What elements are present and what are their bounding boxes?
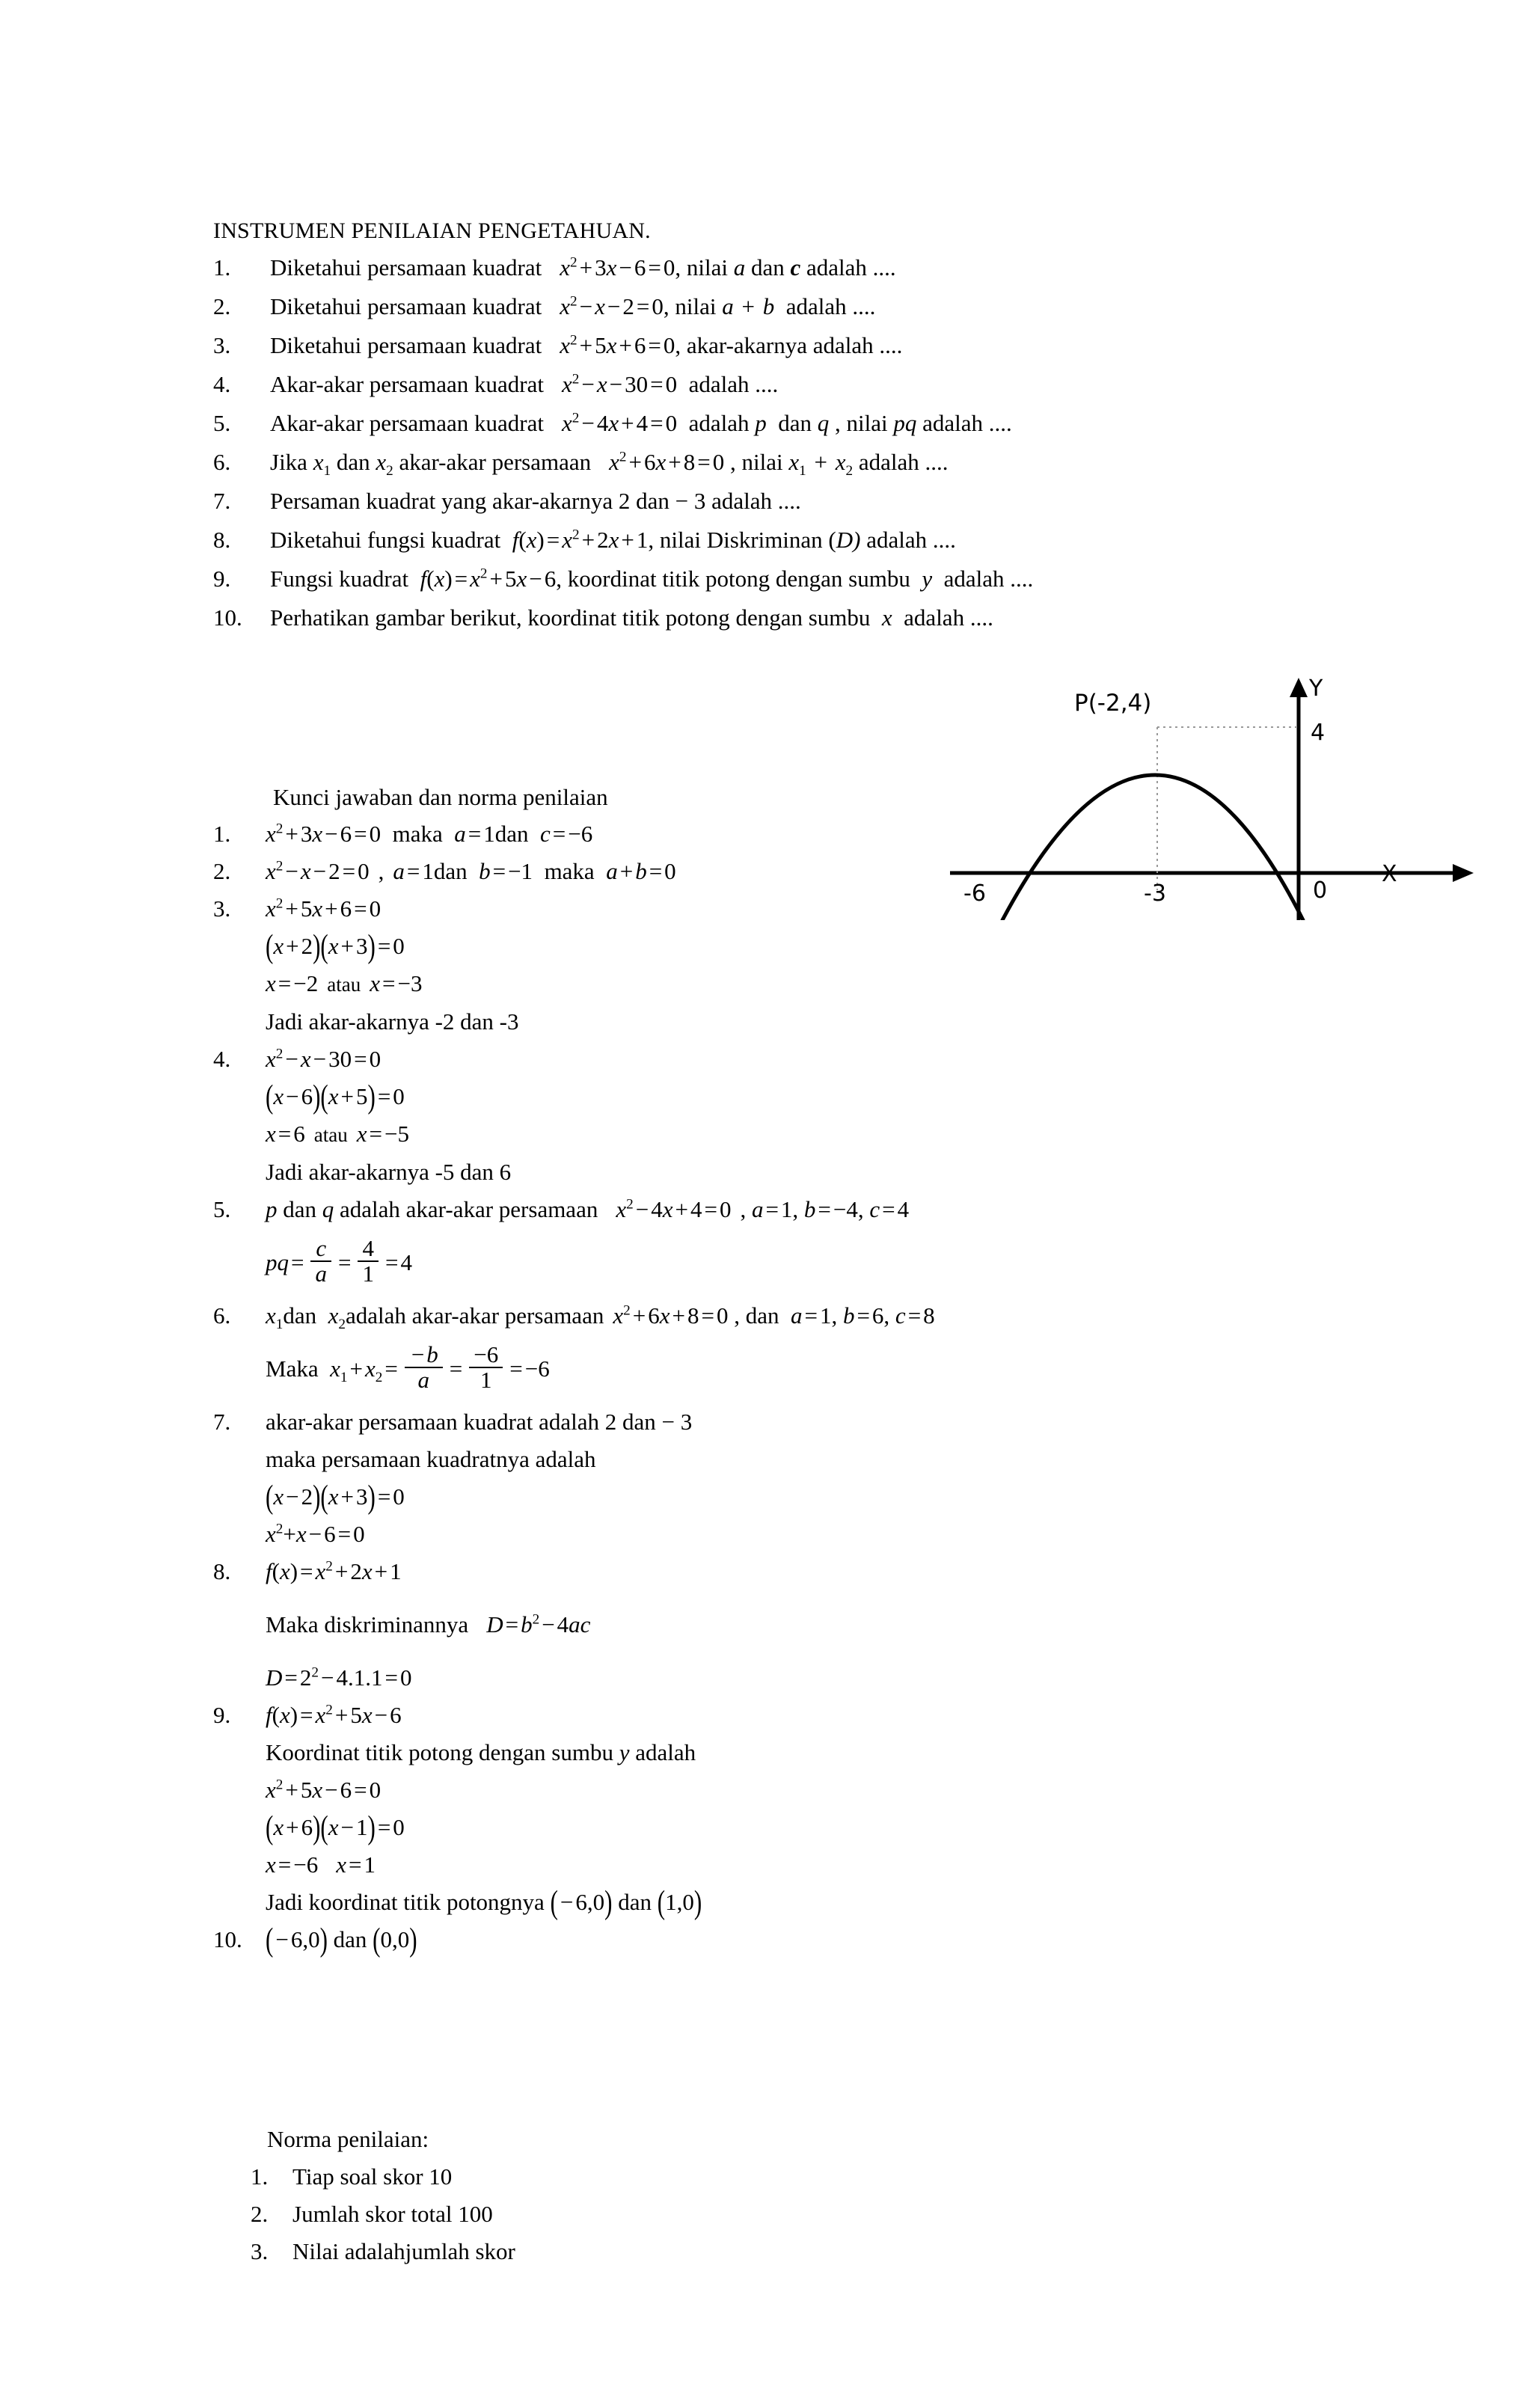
answer-line — [266, 928, 1410, 965]
grading-norms-section — [213, 2121, 886, 2270]
question-number: 8. — [213, 527, 231, 553]
norm-text: Jumlah skor total 100 — [292, 2201, 493, 2227]
fraction — [405, 1343, 443, 1391]
answer-body: (−6,0) dan (0,0) — [266, 1920, 417, 1958]
answer-body: x=−2 atau x=−3 — [266, 970, 423, 996]
question-item — [213, 248, 1380, 287]
answer-body: (x+2)(x+3)=0 — [266, 926, 405, 965]
answer-line — [266, 1478, 1410, 1516]
answer-item — [213, 815, 1410, 853]
x-tick-label-neg3: -3 — [1144, 880, 1166, 907]
fraction — [358, 1237, 379, 1285]
answer-body: $x^2-x-2=0$ , a=1dan b=−1 maka a+b=0 — [266, 858, 676, 884]
question-text: Persaman kuadrat yang akar-akarnya 2 dan − 3 adalah .... — [270, 488, 801, 514]
answer-line — [266, 1154, 1410, 1191]
answer-body: maka persamaan kuadratnya adalah — [266, 1446, 596, 1472]
question-text: Akar-akar persamaan kuadrat $x^2-x-30=0$ adalah .... — [270, 371, 779, 397]
question-number: 10. — [213, 604, 242, 631]
norm-text: Tiap soal skor 10 — [292, 2163, 453, 2190]
answer-body: $x^2+3x-6=0$ maka a=1dan c=−6 — [266, 821, 593, 847]
answer-item — [213, 890, 1410, 928]
answer-number: 4. — [213, 1046, 231, 1072]
page-title: INSTRUMEN PENILAIAN PENGETAHUAN. — [213, 218, 651, 243]
fraction-denominator: a — [310, 1260, 331, 1286]
grading-norm-item — [251, 2196, 886, 2233]
answer-item — [213, 1553, 1410, 1590]
answer-line — [266, 1115, 1410, 1154]
question-text: Fungsi kuadrat $f(x)=x^2+5x-6$, koordinat titik potong dengan sumbu y adalah .... — [270, 566, 1034, 592]
question-number: 2. — [213, 293, 231, 319]
answer-line — [266, 1771, 1410, 1809]
answer-body: Jadi koordinat titik potongnya (−6,0) dan (1,0) — [266, 1882, 702, 1921]
question-item — [213, 521, 1380, 560]
question-item — [213, 560, 1380, 598]
norm-number: 3. — [251, 2238, 269, 2264]
answer-number: 3. — [213, 895, 231, 922]
fraction-numerator: −6 — [474, 1341, 499, 1368]
question-item — [213, 365, 1380, 404]
norm-number: 1. — [251, 2163, 269, 2190]
answer-number: 6. — [213, 1302, 231, 1329]
answer-line — [266, 1846, 1410, 1884]
answer-line — [266, 1659, 1410, 1697]
answer-line — [266, 1003, 1410, 1041]
answer-body: Jadi akar-akarnya -5 dan 6 — [266, 1159, 512, 1185]
grading-norms-heading: Norma penilaian: — [267, 2126, 429, 2152]
answer-body: $x^2+5x-6=0$ — [266, 1777, 382, 1803]
question-text: Diketahui persamaan kuadrat $x^2+5x+6=0$, akar-akarnya adalah .... — [270, 332, 903, 358]
answer-number: 1. — [213, 821, 231, 847]
y-tick-label-4: 4 — [1311, 720, 1326, 746]
answer-line — [266, 965, 1410, 1003]
question-text: Jika $x_1$ dan $x_2$ akar-akar persamaan $x^2+6x+8=0$ , nilai $x_1 + x_2$ adalah .... — [270, 449, 949, 480]
fraction-numerator: 4 — [362, 1235, 374, 1262]
answer-number: 5. — [213, 1196, 231, 1222]
question-item — [213, 287, 1380, 326]
grading-norm-item — [251, 2233, 886, 2270]
answer-line — [266, 1734, 1410, 1771]
question-number: 1. — [213, 254, 231, 281]
answer-number: 2. — [213, 858, 231, 884]
fraction-denominator: 1 — [469, 1367, 503, 1392]
answer-body: p dan q adalah akar-akar persamaan $x^2-4x+4=0$ , a=1, b=−4, c=4 — [266, 1196, 910, 1222]
norm-text: Nilai adalahjumlah skor — [292, 2238, 515, 2264]
answer-body: $x_1dan$ $x_2adalah$ akar-akar persamaan $x^2+6x+8=0$ , dan a=1, b=6, c=8 — [266, 1302, 935, 1333]
question-number: 7. — [213, 488, 231, 514]
answer-body: $f(x)=x^2+2x+1$ — [266, 1558, 402, 1584]
answer-line — [266, 1335, 1410, 1403]
grading-norm-item — [251, 2158, 886, 2196]
question-number: 9. — [213, 566, 231, 592]
answer-body: Koordinat titik potong dengan sumbu y adalah — [266, 1739, 696, 1765]
questions-section — [213, 214, 1380, 637]
fraction-denominator: 1 — [358, 1260, 379, 1286]
question-number: 5. — [213, 410, 231, 436]
answer-key-section — [213, 779, 1410, 1958]
answer-body: (x−2)(x+3)=0 — [266, 1477, 405, 1516]
answer-body: $x^2+5x+6=0$ — [266, 895, 382, 922]
answer-body: akar-akar persamaan kuadrat adalah 2 dan − 3 — [266, 1409, 693, 1435]
answer-line — [266, 1441, 1410, 1478]
question-number: 6. — [213, 449, 231, 475]
answer-item — [213, 1403, 1410, 1441]
y-axis-arrowhead — [1290, 678, 1308, 697]
y-axis-label: Y — [1309, 675, 1323, 702]
question-text: Diketahui persamaan kuadrat $x^2-x-2=0$, nilai a + b adalah .... — [270, 293, 876, 319]
answer-number: 10. — [213, 1926, 242, 1952]
answer-key-heading: Kunci jawaban dan norma penilaian — [273, 784, 608, 810]
x-axis-label: X — [1382, 861, 1397, 887]
question-text: Diketahui persamaan kuadrat $x^2+3x-6=0$, nilai a dan c adalah .... — [270, 254, 896, 281]
question-item — [213, 404, 1380, 443]
question-item — [213, 598, 1380, 637]
answer-item — [213, 1921, 1410, 1958]
answer-item — [213, 1297, 1410, 1335]
answer-line — [266, 1884, 1410, 1921]
question-item — [213, 482, 1380, 521]
answer-body: Maka diskriminannya $D=b^2-4ac$ — [266, 1611, 591, 1637]
answer-body: $f(x)=x^2+5x-6$ — [266, 1702, 402, 1728]
answer-line — [266, 1590, 1410, 1659]
answer-body: x=−6 x=1 — [266, 1851, 376, 1878]
question-text: Diketahui fungsi kuadrat $f(x)=x^2+2x+1$, nilai Diskriminan (D) adalah .... — [270, 527, 956, 553]
question-number: 4. — [213, 371, 231, 397]
fraction-numerator: −b — [411, 1341, 438, 1368]
origin-label: 0 — [1313, 877, 1328, 904]
question-number: 3. — [213, 332, 231, 358]
answer-body: (x−6)(x+5)=0 — [266, 1076, 405, 1115]
question-list — [213, 248, 1380, 637]
answer-body-fraction: Maka $x_1+x_2=$ $\frac{-b}{a}$ = $\frac{-6}{1}$ =−6 — [266, 1341, 550, 1393]
x-tick-label-neg6: -6 — [963, 880, 986, 907]
answer-number: 7. — [213, 1409, 231, 1435]
question-item — [213, 443, 1380, 482]
answer-body: $D=2^2-4.1.1=0$ — [266, 1664, 412, 1691]
answer-line — [266, 1228, 1410, 1297]
x-axis-arrowhead — [1453, 864, 1474, 882]
fraction-numerator: c — [316, 1235, 327, 1262]
norm-number: 2. — [251, 2201, 269, 2227]
answer-line — [266, 1516, 1410, 1553]
answer-body-fraction: pq= $\frac{c}{a}$ = $\frac{4}{1}$ =4 — [266, 1235, 412, 1287]
answer-body: $x^2-x-30=0$ — [266, 1046, 382, 1072]
answer-body: x=6 atau x=−5 — [266, 1121, 409, 1147]
answer-item — [213, 1041, 1410, 1078]
fraction — [310, 1237, 331, 1285]
answer-line — [266, 1809, 1410, 1846]
answer-item — [213, 853, 1410, 890]
question-text: Perhatikan gambar berikut, koordinat titik potong dengan sumbu x adalah .... — [270, 604, 993, 631]
answer-item — [213, 1191, 1410, 1228]
answer-item — [213, 1697, 1410, 1734]
fraction — [469, 1343, 503, 1391]
question-text: Akar-akar persamaan kuadrat $x^2-4x+4=0$ adalah p dan q , nilai pq adalah .... — [270, 410, 1012, 436]
answer-body: (x+6)(x−1)=0 — [266, 1807, 405, 1846]
vertex-label: P(-2,4) — [1074, 690, 1152, 717]
answer-line — [266, 1078, 1410, 1115]
fraction-denominator: a — [405, 1367, 443, 1392]
answer-body: Jadi akar-akarnya -2 dan -3 — [266, 1008, 519, 1035]
question-item — [213, 326, 1380, 365]
answer-number: 8. — [213, 1558, 231, 1584]
answer-body: $x^2+x-6=0$ — [266, 1521, 365, 1547]
answer-number: 9. — [213, 1702, 231, 1728]
